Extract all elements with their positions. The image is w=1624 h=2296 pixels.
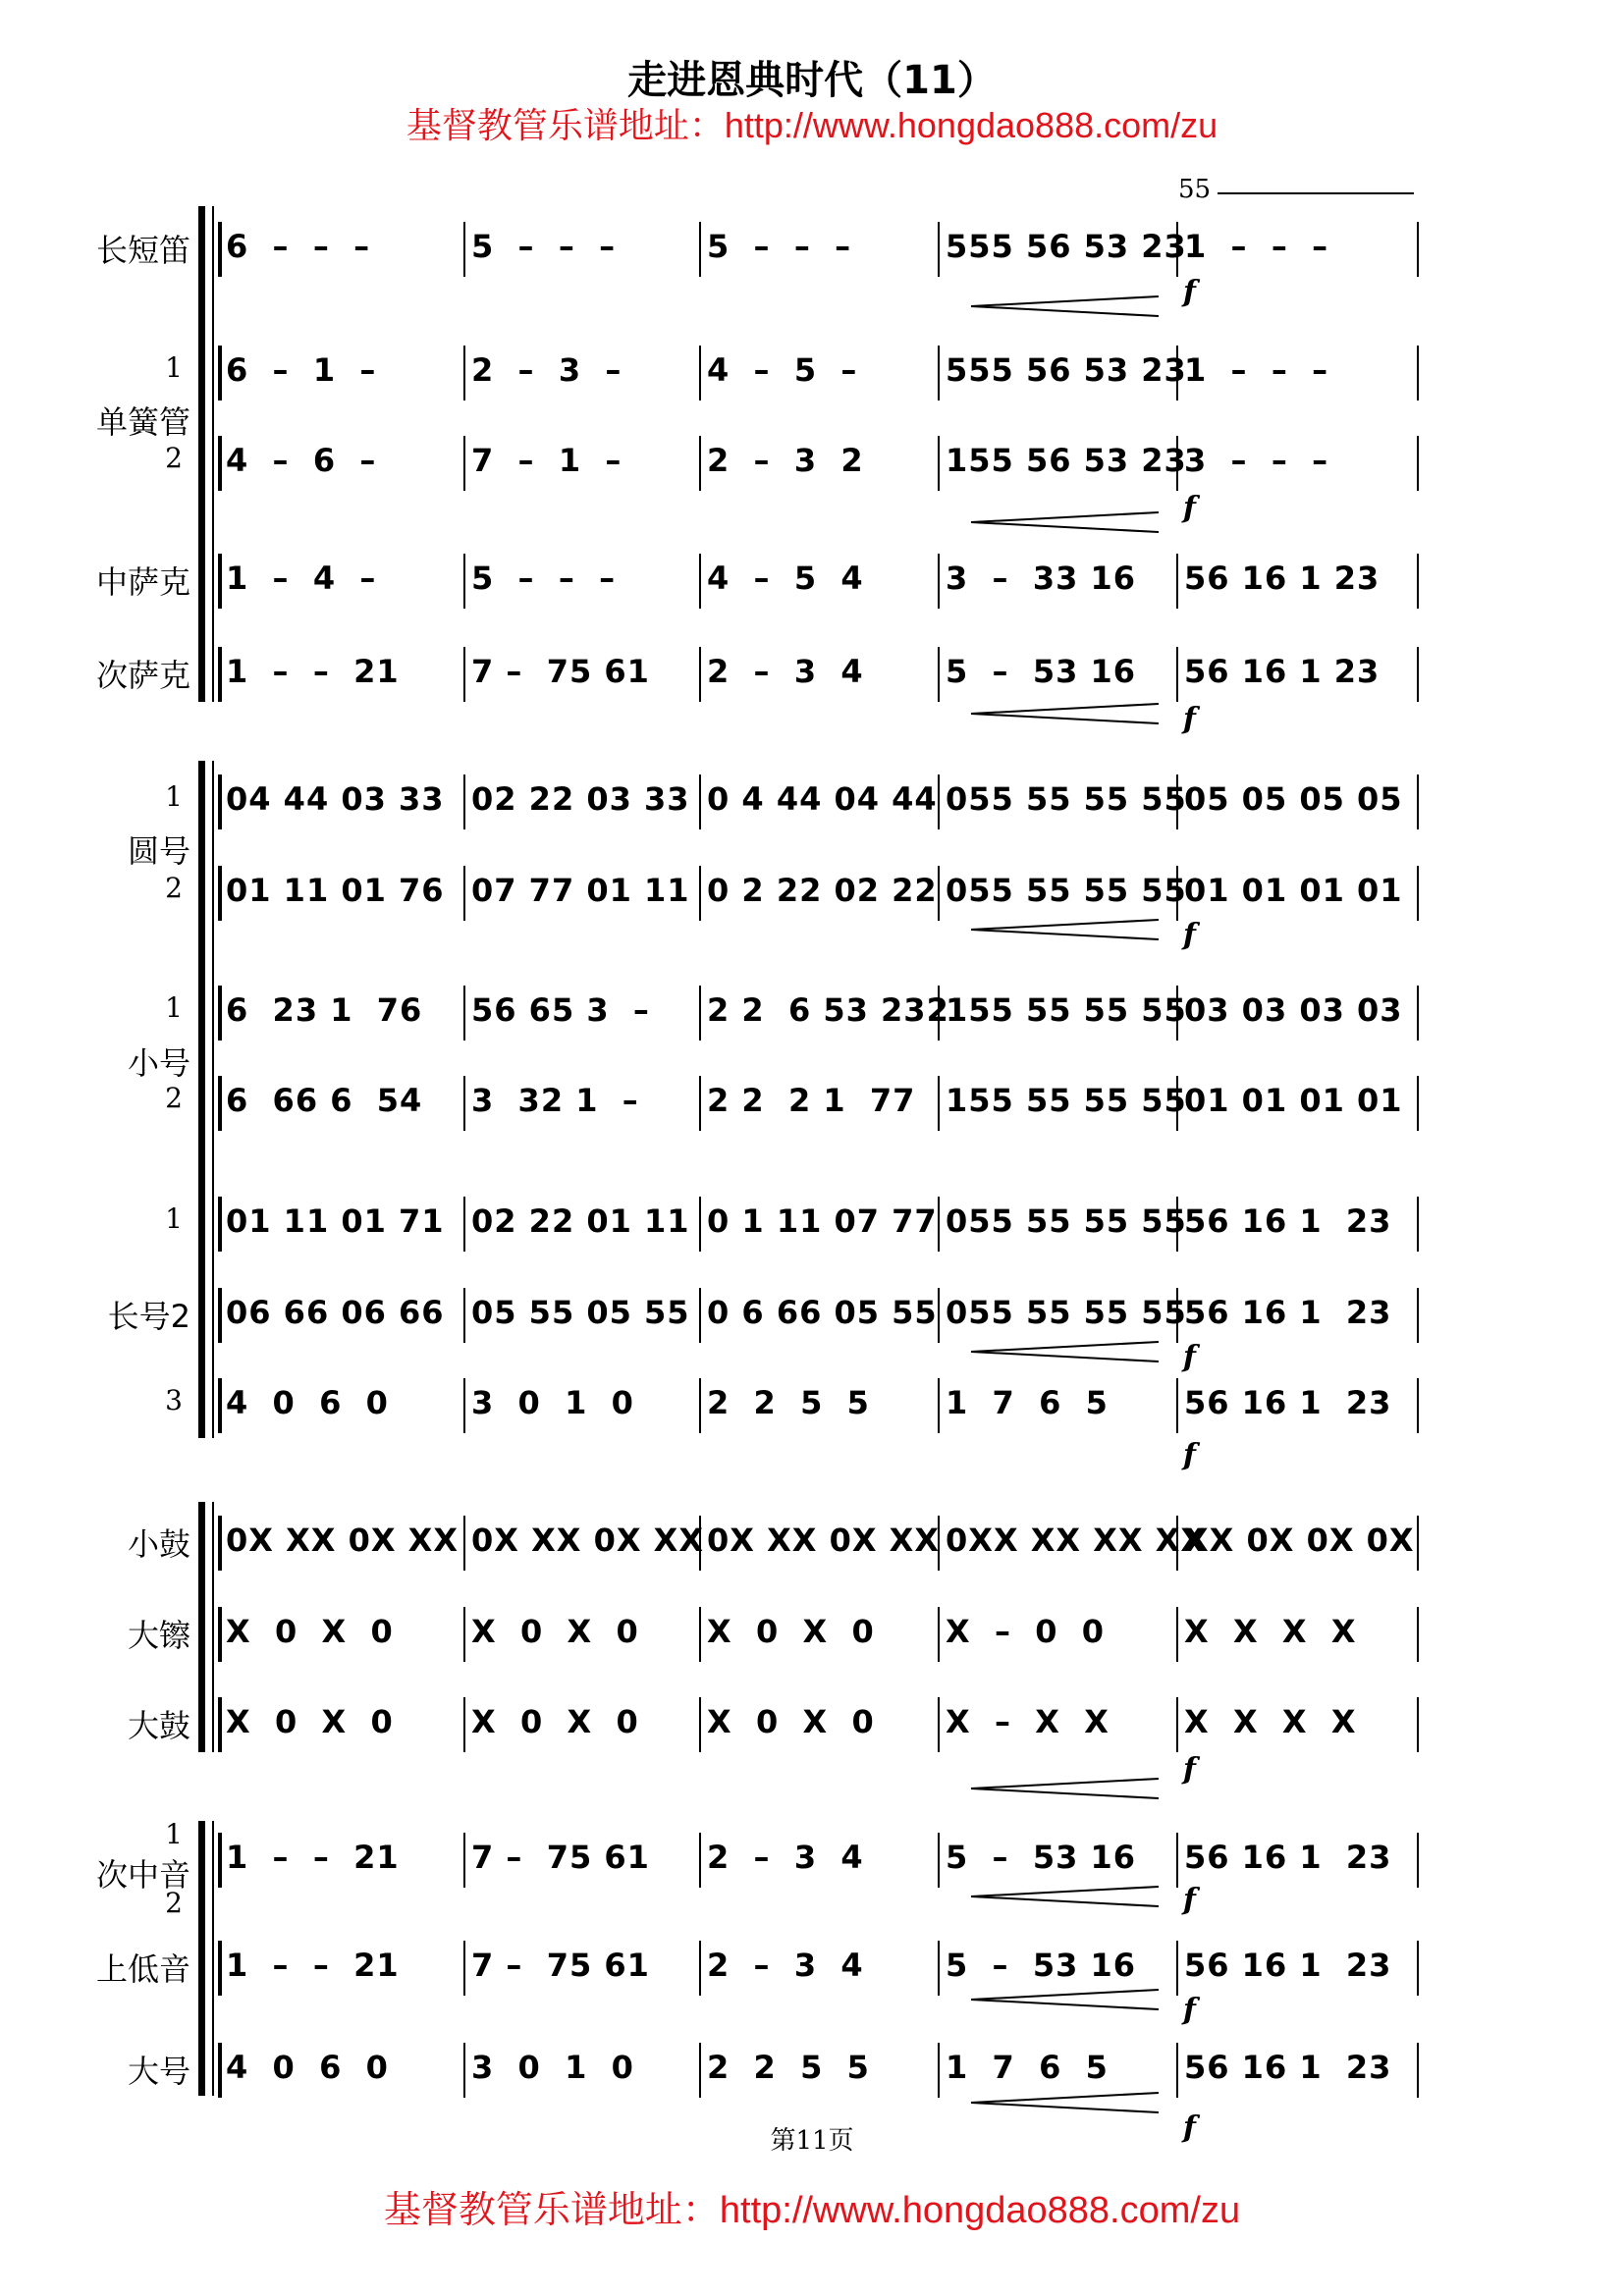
measure-notes: 7 – 1 – xyxy=(471,442,623,479)
barline xyxy=(699,774,701,829)
barline xyxy=(463,2043,465,2098)
forte-dynamic: f xyxy=(1183,1752,1196,1787)
instrument-label: 长短笛 xyxy=(95,232,190,269)
measure-notes: 3 – 33 16 xyxy=(946,560,1137,597)
barline xyxy=(463,647,465,702)
measure-notes: 1 – – – xyxy=(1184,351,1329,389)
barline xyxy=(1176,1833,1178,1888)
barline xyxy=(938,1288,940,1343)
measure-notes: 07 77 01 11 xyxy=(471,872,690,909)
measure-notes: 02 22 03 33 xyxy=(471,780,690,818)
staff-row xyxy=(0,653,1624,731)
barline xyxy=(699,1941,701,1996)
crescendo-hairpin xyxy=(967,702,1164,725)
measure-notes: 3 0 1 0 xyxy=(471,2049,634,2086)
barline xyxy=(1417,1288,1419,1343)
measure-notes: X 0 X 0 xyxy=(226,1703,394,1740)
measure-notes: 3 – – – xyxy=(1184,442,1329,479)
measure-notes: 05 05 05 05 xyxy=(1184,780,1403,818)
barline xyxy=(1176,1607,1178,1662)
staff-row xyxy=(0,228,1624,306)
measure-notes: 56 16 1 23 xyxy=(1184,1384,1392,1421)
barline xyxy=(1417,1378,1419,1433)
measure-notes: 05 55 05 55 xyxy=(471,1294,690,1331)
barline xyxy=(1417,774,1419,829)
part-number-label: 3 xyxy=(165,1384,183,1416)
measure-notes: 2 – 3 4 xyxy=(707,653,864,690)
staff-row xyxy=(0,1082,1624,1160)
barline xyxy=(1417,436,1419,491)
measure-notes: 06 66 06 66 xyxy=(226,1294,445,1331)
instrument-label: 次萨克 xyxy=(95,657,190,694)
score-title: 走进恩典时代（11） xyxy=(627,58,997,103)
barline xyxy=(1417,2043,1419,2098)
instrument-label: 中萨克 xyxy=(95,563,190,601)
barline xyxy=(463,1516,465,1571)
barline xyxy=(1176,2043,1178,2098)
barline xyxy=(1417,222,1419,277)
barline xyxy=(699,986,701,1041)
measure-notes: 2 2 2 1 77 xyxy=(707,1082,916,1119)
measure-notes: 0X XX 0X XX xyxy=(707,1522,940,1559)
measure-notes: 5 – 53 16 xyxy=(946,1947,1137,1984)
barline xyxy=(463,346,465,400)
measure-notes: 1 – – – xyxy=(1184,228,1329,265)
barline xyxy=(1176,647,1178,702)
barline xyxy=(218,1288,222,1343)
measure-notes: 0XX XX XX XX xyxy=(946,1522,1207,1559)
barline xyxy=(699,1076,701,1131)
measure-notes: X 0 X 0 xyxy=(707,1703,875,1740)
measure-notes: 01 01 01 01 xyxy=(1184,1082,1403,1119)
measure-notes: 155 55 55 55 xyxy=(946,991,1187,1029)
barline xyxy=(938,554,940,609)
measure-notes: 4 0 6 0 xyxy=(226,2049,389,2086)
barline xyxy=(218,1197,222,1252)
measure-notes: 055 55 55 55 xyxy=(946,1202,1187,1240)
measure-notes: 0 2 22 02 22 xyxy=(707,872,938,909)
barline xyxy=(938,1941,940,1996)
barline xyxy=(699,1607,701,1662)
measure-notes: 02 22 01 11 xyxy=(471,1202,690,1240)
measure-notes: 2 2 5 5 xyxy=(707,2049,870,2086)
part-number-label: 2 xyxy=(165,872,183,904)
barline xyxy=(1176,554,1178,609)
crescendo-hairpin xyxy=(967,1777,1164,1800)
barline xyxy=(1417,1833,1419,1888)
barline xyxy=(1417,866,1419,921)
measure-notes: 6 66 6 54 xyxy=(226,1082,423,1119)
measure-notes: 155 55 55 55 xyxy=(946,1082,1187,1119)
barline xyxy=(463,774,465,829)
barline xyxy=(699,2043,701,2098)
crescendo-hairpin xyxy=(967,2091,1164,2114)
staff-row xyxy=(0,351,1624,430)
measure-notes: 2 – 3 2 xyxy=(707,442,864,479)
measure-notes: 0X XX 0X XX xyxy=(471,1522,704,1559)
staff-row xyxy=(0,780,1624,859)
measure-notes: 5 – 53 16 xyxy=(946,1839,1137,1876)
barline xyxy=(699,866,701,921)
measure-notes: X X X X xyxy=(1184,1613,1357,1650)
part-number-label: 1 xyxy=(165,351,183,384)
group-barline-percussion xyxy=(212,1502,214,1752)
measure-notes: 56 16 1 23 xyxy=(1184,1294,1392,1331)
crescendo-hairpin xyxy=(967,918,1164,941)
barline xyxy=(218,1941,222,1996)
instrument-label: 上低音 xyxy=(95,1950,190,1988)
barline xyxy=(938,222,940,277)
measure-notes: X 0 X 0 xyxy=(226,1613,394,1650)
barline xyxy=(218,1833,222,1888)
barline xyxy=(938,1197,940,1252)
measure-notes: 4 – 5 – xyxy=(707,351,858,389)
measure-notes: X – X X xyxy=(946,1703,1110,1740)
barline xyxy=(463,436,465,491)
measure-notes: 03 03 03 03 xyxy=(1184,991,1403,1029)
measure-notes: 055 55 55 55 xyxy=(946,1294,1187,1331)
barline xyxy=(1176,1378,1178,1433)
barline xyxy=(218,1516,222,1571)
staff-row xyxy=(0,1384,1624,1463)
forte-dynamic: f xyxy=(1183,1438,1196,1472)
measure-notes: 2 – 3 4 xyxy=(707,1839,864,1876)
forte-dynamic: f xyxy=(1183,1340,1196,1374)
measure-notes: X 0 X 0 xyxy=(707,1613,875,1650)
forte-dynamic: f xyxy=(1183,918,1196,952)
measure-notes: 5 – – – xyxy=(471,228,617,265)
measure-notes: 1 – – 21 xyxy=(226,653,400,690)
barline xyxy=(463,1941,465,1996)
barline xyxy=(218,1697,222,1752)
measure-notes: 3 32 1 – xyxy=(471,1082,639,1119)
measure-notes: 56 16 1 23 xyxy=(1184,2049,1392,2086)
barline xyxy=(218,1607,222,1662)
barline xyxy=(218,1378,222,1433)
part-number-label: 1 xyxy=(165,780,183,813)
crescendo-hairpin xyxy=(967,1340,1164,1363)
forte-dynamic: f xyxy=(1183,275,1196,309)
staff-row xyxy=(0,1947,1624,2025)
measure-notes: XX 0X 0X 0X xyxy=(1184,1522,1415,1559)
measure-notes: 6 – – – xyxy=(226,228,371,265)
barline xyxy=(1176,1941,1178,1996)
measure-notes: 0X XX 0X XX xyxy=(226,1522,459,1559)
part-number-label: 2 xyxy=(165,442,183,474)
barline xyxy=(463,1833,465,1888)
measure-notes: 7 – 75 61 xyxy=(471,1839,650,1876)
page-number: 第11页 xyxy=(770,2126,854,2156)
barline xyxy=(218,554,222,609)
staff-row xyxy=(0,2049,1624,2127)
barline xyxy=(699,1378,701,1433)
staff-row xyxy=(0,1294,1624,1372)
barline xyxy=(1417,1697,1419,1752)
crescendo-hairpin xyxy=(967,1885,1164,1908)
barline xyxy=(463,1288,465,1343)
barline xyxy=(1417,554,1419,609)
barline xyxy=(938,1607,940,1662)
staff-row xyxy=(0,442,1624,520)
measure-notes: 1 – – 21 xyxy=(226,1947,400,1984)
measure-notes: X X X X xyxy=(1184,1703,1357,1740)
staff-row xyxy=(0,991,1624,1070)
staff-row xyxy=(0,872,1624,950)
part-number-label: 1 xyxy=(165,1202,183,1235)
horn-group-label: 圆号 xyxy=(127,832,190,870)
measure-notes: 5 – – – xyxy=(471,560,617,597)
barline xyxy=(938,1833,940,1888)
measure-notes: 56 16 1 23 xyxy=(1184,1202,1392,1240)
staff-row xyxy=(0,1703,1624,1782)
measure-notes: 01 01 01 01 xyxy=(1184,872,1403,909)
barline xyxy=(1417,346,1419,400)
measure-notes: 0 6 66 05 55 xyxy=(707,1294,938,1331)
barline xyxy=(699,346,701,400)
measure-notes: 4 – 5 4 xyxy=(707,560,864,597)
measure-notes: 56 16 1 23 xyxy=(1184,1947,1392,1984)
measure-notes: 5 – 53 16 xyxy=(946,653,1137,690)
measure-notes: 555 56 53 23 xyxy=(946,228,1187,265)
barline xyxy=(699,554,701,609)
source-url-bottom[interactable]: 基督教管乐谱地址：http://www.hongdao888.com/zu xyxy=(383,2190,1241,2231)
forte-dynamic: f xyxy=(1183,2110,1196,2145)
barline xyxy=(1417,1607,1419,1662)
barline xyxy=(1417,647,1419,702)
measure-notes: 6 23 1 76 xyxy=(226,991,423,1029)
measure-notes: 4 – 6 – xyxy=(226,442,377,479)
barline xyxy=(218,222,222,277)
source-url-top[interactable]: 基督教管乐谱地址：http://www.hongdao888.com/zu xyxy=(406,105,1218,145)
barline xyxy=(938,866,940,921)
instrument-label: 大号 xyxy=(127,2053,190,2090)
barline xyxy=(218,774,222,829)
staff-row xyxy=(0,1202,1624,1281)
measure-notes: 2 2 5 5 xyxy=(707,1384,870,1421)
barline xyxy=(463,1607,465,1662)
barline xyxy=(463,1697,465,1752)
barline xyxy=(938,774,940,829)
measure-notes: 1 7 6 5 xyxy=(946,2049,1109,2086)
barline xyxy=(938,346,940,400)
part-number-label: 2 xyxy=(165,1082,183,1114)
barline xyxy=(218,346,222,400)
forte-dynamic: f xyxy=(1183,1883,1196,1917)
barline xyxy=(463,1197,465,1252)
measure-notes: 5 – – – xyxy=(707,228,852,265)
tenor-part-1-label: 1 xyxy=(165,1818,183,1850)
barline xyxy=(938,1076,940,1131)
forte-dynamic: f xyxy=(1183,1993,1196,2027)
crescendo-hairpin xyxy=(967,294,1164,318)
measure-notes: 0 1 11 07 77 xyxy=(707,1202,938,1240)
measure-notes: X 0 X 0 xyxy=(471,1703,639,1740)
forte-dynamic: f xyxy=(1183,702,1196,736)
measure-notes: 04 44 03 33 xyxy=(226,780,445,818)
barline xyxy=(1417,1941,1419,1996)
measure-notes: 56 16 1 23 xyxy=(1184,1839,1392,1876)
measure-notes: 2 – 3 – xyxy=(471,351,623,389)
measure-notes: 1 – – 21 xyxy=(226,1839,400,1876)
instrument-label: 长号2 xyxy=(107,1298,190,1335)
barline xyxy=(218,1076,222,1131)
barline xyxy=(938,1697,940,1752)
barline xyxy=(1417,1197,1419,1252)
part-number-label: 1 xyxy=(165,991,183,1024)
group-bracket-percussion xyxy=(198,1502,205,1752)
measure-notes: 2 – 3 4 xyxy=(707,1947,864,1984)
measure-notes: 3 0 1 0 xyxy=(471,1384,634,1421)
staff-row xyxy=(0,560,1624,638)
barline xyxy=(463,986,465,1041)
barline xyxy=(699,436,701,491)
crescendo-hairpin xyxy=(967,510,1164,534)
barline xyxy=(1176,1697,1178,1752)
measure-notes: 555 56 53 23 xyxy=(946,351,1187,389)
barline xyxy=(938,436,940,491)
staff-row xyxy=(0,1522,1624,1600)
measure-notes: 01 11 01 71 xyxy=(226,1202,445,1240)
measure-notes: 01 11 01 76 xyxy=(226,872,445,909)
barline xyxy=(699,222,701,277)
barline xyxy=(463,222,465,277)
barline xyxy=(218,866,222,921)
barline xyxy=(938,1378,940,1433)
barline xyxy=(1417,1076,1419,1131)
tenor-part-2-label: 2 xyxy=(165,1887,183,1919)
measure-notes: 0 4 44 04 44 xyxy=(707,780,938,818)
measure-notes: X – 0 0 xyxy=(946,1613,1106,1650)
barline xyxy=(218,647,222,702)
barline xyxy=(463,1378,465,1433)
barline xyxy=(699,1197,701,1252)
measure-number-slur xyxy=(1218,192,1414,194)
measure-notes: 1 – 4 – xyxy=(226,560,377,597)
tenor-group-label: 次中音 xyxy=(95,1856,190,1894)
measure-notes: 2 2 6 53 232 xyxy=(707,991,949,1029)
barline xyxy=(1417,986,1419,1041)
trumpet-group-label: 小号 xyxy=(127,1044,190,1082)
forte-dynamic: f xyxy=(1183,491,1196,525)
measure-number: 55 xyxy=(1178,175,1212,204)
barline xyxy=(699,647,701,702)
instrument-label: 大镲 xyxy=(127,1617,190,1654)
measure-notes: 56 65 3 – xyxy=(471,991,650,1029)
barline xyxy=(1417,1516,1419,1571)
barline xyxy=(699,1288,701,1343)
crescendo-hairpin xyxy=(967,1988,1164,2011)
measure-notes: 1 7 6 5 xyxy=(946,1384,1109,1421)
measure-notes: 055 55 55 55 xyxy=(946,780,1187,818)
measure-notes: 155 56 53 23 xyxy=(946,442,1187,479)
measure-notes: 055 55 55 55 xyxy=(946,872,1187,909)
staff-row xyxy=(0,1613,1624,1691)
measure-notes: X 0 X 0 xyxy=(471,1613,639,1650)
barline xyxy=(463,554,465,609)
barline xyxy=(218,986,222,1041)
measure-notes: 4 0 6 0 xyxy=(226,1384,389,1421)
measure-notes: 7 – 75 61 xyxy=(471,653,650,690)
staff-row xyxy=(0,1839,1624,1917)
measure-notes: 7 – 75 61 xyxy=(471,1947,650,1984)
barline xyxy=(699,1833,701,1888)
barline xyxy=(218,436,222,491)
barline xyxy=(463,1076,465,1131)
barline xyxy=(938,647,940,702)
measure-notes: 56 16 1 23 xyxy=(1184,560,1380,597)
measure-notes: 56 16 1 23 xyxy=(1184,653,1380,690)
barline xyxy=(463,866,465,921)
instrument-label: 大鼓 xyxy=(127,1707,190,1744)
instrument-label: 小鼓 xyxy=(127,1525,190,1563)
barline xyxy=(699,1697,701,1752)
clarinet-group-label: 单簧管 xyxy=(95,403,190,441)
barline xyxy=(938,2043,940,2098)
measure-notes: 6 – 1 – xyxy=(226,351,377,389)
barline xyxy=(218,2043,222,2098)
